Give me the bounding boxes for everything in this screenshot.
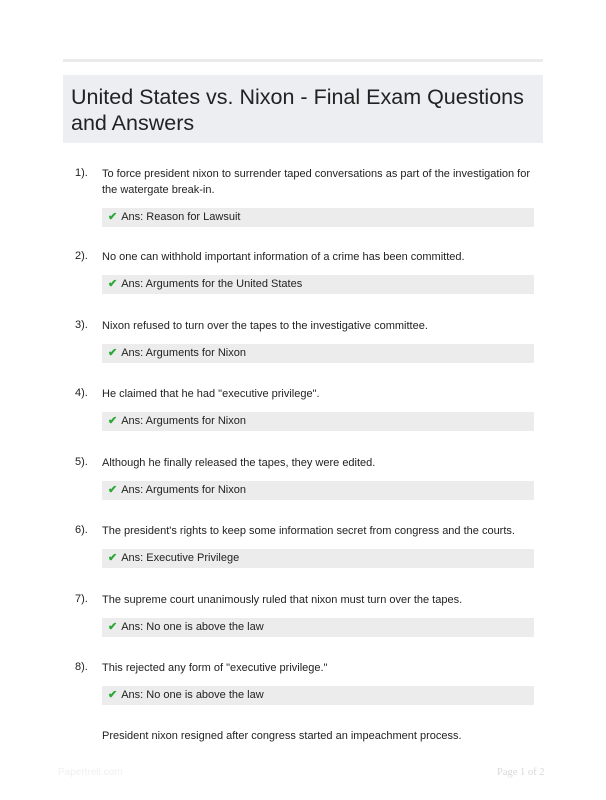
answer-box	[102, 275, 534, 294]
answer-box	[102, 344, 534, 363]
question-number: 5).	[75, 456, 88, 468]
answer-text: Ans: Executive Privilege	[121, 552, 240, 564]
check-icon: ✔	[108, 552, 118, 564]
check-icon: ✔	[108, 278, 118, 290]
answer-box	[102, 412, 534, 431]
question-text: This rejected any form of "executive privilege."	[102, 662, 328, 674]
answer-box	[102, 618, 534, 637]
check-icon: ✔	[108, 211, 118, 223]
title-box	[63, 75, 543, 143]
question-text: Although he finally released the tapes, they were edited.	[102, 457, 376, 469]
question-text: The president's rights to keep some information secret from congress and the courts.	[102, 525, 515, 537]
answer-text: Ans: No one is above the law	[121, 689, 264, 701]
question-number: 3).	[75, 319, 88, 331]
page-number: Page 1 of 2	[497, 767, 545, 778]
page-title: United States vs. Nixon - Final Exam Questions and Answers	[71, 85, 524, 135]
top-divider	[63, 59, 543, 62]
question-number: 4).	[75, 387, 88, 399]
check-icon: ✔	[108, 415, 118, 427]
answer-text: Ans: Arguments for Nixon	[121, 347, 246, 359]
answer-text: Ans: Arguments for the United States	[121, 278, 303, 290]
answer-box	[102, 686, 534, 705]
question-number: 8).	[75, 661, 88, 673]
question-number: 2).	[75, 250, 88, 262]
question-text: No one can withhold important information of a crime has been committed.	[102, 251, 465, 263]
answer-box	[102, 481, 534, 500]
question-number: 6).	[75, 524, 88, 536]
answer-text: Ans: Reason for Lawsuit	[121, 211, 241, 223]
check-icon: ✔	[108, 484, 118, 496]
question-text: To force president nixon to surrender taped conversations as part of the investigation for the watergate break-in.	[102, 168, 531, 196]
footer-watermark: Papertrell.com	[58, 767, 123, 778]
question-number: 1).	[75, 167, 88, 179]
answer-text: Ans: Arguments for Nixon	[121, 484, 246, 496]
answer-box	[102, 549, 534, 568]
closing-text: President nixon resigned after congress started an impeachment process.	[102, 730, 462, 742]
question-text: He claimed that he had "executive privilege".	[102, 388, 320, 400]
answer-text: Ans: Arguments for Nixon	[121, 415, 246, 427]
question-text: Nixon refused to turn over the tapes to the investigative committee.	[102, 320, 428, 332]
answer-box	[102, 208, 534, 227]
question-text: The supreme court unanimously ruled that nixon must turn over the tapes.	[102, 594, 463, 606]
check-icon: ✔	[108, 621, 118, 633]
check-icon: ✔	[108, 689, 118, 701]
answer-text: Ans: No one is above the law	[121, 621, 264, 633]
check-icon: ✔	[108, 347, 118, 359]
question-number: 7).	[75, 593, 88, 605]
